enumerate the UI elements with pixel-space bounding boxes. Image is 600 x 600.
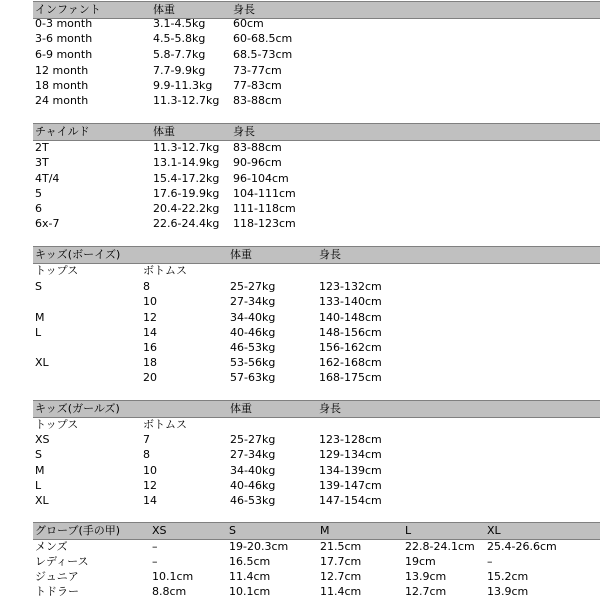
size-cell: 24 month (35, 94, 89, 107)
glove-xl-cell: 13.9cm (487, 585, 529, 598)
weight-cell: 57-63kg (230, 371, 276, 384)
glove-m-cell: 11.4cm (320, 585, 362, 598)
height-cell: 104-111cm (233, 187, 296, 200)
weight-cell: 9.9-11.3kg (153, 79, 213, 92)
bottoms-size-cell: 12 (143, 479, 157, 492)
size-cell: 0-3 month (35, 17, 93, 30)
bottoms-size-cell: 10 (143, 295, 157, 308)
table-row (33, 539, 600, 554)
glove-category-cell: ジュニア (35, 570, 79, 583)
height-cell: 148-156cm (319, 326, 382, 339)
height-cell: 96-104cm (233, 172, 289, 185)
table-row (33, 370, 600, 385)
tops-label: トップス (35, 264, 79, 277)
table-row (33, 63, 600, 78)
infant-header-weight: 体重 (153, 3, 175, 16)
child-header-height: 身長 (233, 125, 255, 138)
tops-size-cell: L (35, 326, 42, 339)
height-cell: 133-140cm (319, 295, 382, 308)
subheader-row (33, 263, 600, 278)
weight-cell: 40-46kg (230, 479, 276, 492)
gloves-header-m: M (320, 524, 330, 537)
glove-category-cell: レディース (35, 555, 89, 568)
size-cell: 6-9 month (35, 48, 93, 61)
weight-cell: 11.3-12.7kg (153, 141, 220, 154)
table-row (33, 171, 600, 186)
bottoms-size-cell: 8 (143, 448, 150, 461)
child-header-bar (33, 123, 600, 141)
table-row (33, 186, 600, 201)
height-cell: 140-148cm (319, 311, 382, 324)
boys-header-category: キッズ(ボーイズ) (35, 248, 121, 261)
bottoms-size-cell: 7 (143, 433, 150, 446)
weight-cell: 46-53kg (230, 494, 276, 507)
glove-xl-cell: 15.2cm (487, 570, 529, 583)
bottoms-size-cell: 16 (143, 341, 157, 354)
weight-cell: 34-40kg (230, 464, 276, 477)
girls-header-bar (33, 400, 600, 418)
glove-xs-cell: – (152, 555, 158, 568)
table-row (33, 569, 600, 584)
height-cell: 83-88cm (233, 94, 282, 107)
weight-cell: 5.8-7.7kg (153, 48, 206, 61)
bottoms-size-cell: 12 (143, 311, 157, 324)
glove-xl-cell: 25.4-26.6cm (487, 540, 557, 553)
weight-cell: 20.4-22.2kg (153, 202, 220, 215)
glove-category-cell: トドラー (35, 585, 79, 598)
boys-header-weight: 体重 (230, 248, 252, 261)
glove-xs-cell: – (152, 540, 158, 553)
tops-size-cell: S (35, 448, 42, 461)
boys-header-height: 身長 (319, 248, 341, 261)
height-cell: 123-132cm (319, 280, 382, 293)
table-row (33, 310, 600, 325)
bottoms-size-cell: 18 (143, 356, 157, 369)
size-cell: 2T (35, 141, 49, 154)
bottoms-size-cell: 10 (143, 464, 157, 477)
girls-header-weight: 体重 (230, 402, 252, 415)
height-cell: 156-162cm (319, 341, 382, 354)
tops-label: トップス (35, 418, 79, 431)
height-cell: 134-139cm (319, 464, 382, 477)
weight-cell: 17.6-19.9kg (153, 187, 220, 200)
gloves-header-l: L (405, 524, 412, 537)
height-cell: 129-134cm (319, 448, 382, 461)
glove-l-cell: 19cm (405, 555, 436, 568)
weight-cell: 34-40kg (230, 311, 276, 324)
tops-size-cell: XL (35, 356, 49, 369)
height-cell: 73-77cm (233, 64, 282, 77)
girls-header-height: 身長 (319, 402, 341, 415)
table-row (33, 584, 600, 599)
bottoms-size-cell: 20 (143, 371, 157, 384)
table-row (33, 554, 600, 569)
table-row (33, 463, 600, 478)
weight-cell: 13.1-14.9kg (153, 156, 220, 169)
glove-m-cell: 12.7cm (320, 570, 362, 583)
weight-cell: 7.7-9.9kg (153, 64, 206, 77)
table-row (33, 140, 600, 155)
tops-size-cell: S (35, 280, 42, 293)
table-row (33, 155, 600, 170)
table-row (33, 31, 600, 46)
glove-m-cell: 21.5cm (320, 540, 362, 553)
table-row (33, 93, 600, 108)
table-row (33, 78, 600, 93)
table-row (33, 16, 600, 31)
weight-cell: 11.3-12.7kg (153, 94, 220, 107)
gloves-header-bar (33, 522, 600, 540)
tops-size-cell: M (35, 464, 45, 477)
glove-s-cell: 16.5cm (229, 555, 271, 568)
glove-s-cell: 11.4cm (229, 570, 271, 583)
height-cell: 147-154cm (319, 494, 382, 507)
glove-category-cell: メンズ (35, 540, 68, 553)
glove-s-cell: 19-20.3cm (229, 540, 289, 553)
height-cell: 118-123cm (233, 217, 296, 230)
glove-xs-cell: 8.8cm (152, 585, 187, 598)
table-row (33, 432, 600, 447)
height-cell: 90-96cm (233, 156, 282, 169)
boys-header-bar (33, 246, 600, 264)
size-cell: 3-6 month (35, 32, 93, 45)
table-row (33, 279, 600, 294)
gloves-header-s: S (229, 524, 236, 537)
height-cell: 168-175cm (319, 371, 382, 384)
height-cell: 60-68.5cm (233, 32, 293, 45)
size-cell: 4T/4 (35, 172, 60, 185)
size-cell: 18 month (35, 79, 89, 92)
height-cell: 162-168cm (319, 356, 382, 369)
weight-cell: 27-34kg (230, 295, 276, 308)
size-cell: 5 (35, 187, 42, 200)
bottoms-size-cell: 14 (143, 494, 157, 507)
weight-cell: 22.6-24.4kg (153, 217, 220, 230)
height-cell: 83-88cm (233, 141, 282, 154)
weight-cell: 46-53kg (230, 341, 276, 354)
weight-cell: 53-56kg (230, 356, 276, 369)
size-cell: 12 month (35, 64, 89, 77)
glove-l-cell: 13.9cm (405, 570, 447, 583)
table-row (33, 216, 600, 231)
glove-l-cell: 22.8-24.1cm (405, 540, 475, 553)
weight-cell: 4.5-5.8kg (153, 32, 206, 45)
weight-cell: 25-27kg (230, 433, 276, 446)
child-header-category: チャイルド (35, 125, 90, 138)
weight-cell: 15.4-17.2kg (153, 172, 220, 185)
size-cell: 6 (35, 202, 42, 215)
height-cell: 123-128cm (319, 433, 382, 446)
girls-header-category: キッズ(ガールズ) (35, 402, 120, 415)
infant-header-category: インファント (35, 3, 101, 16)
table-row (33, 201, 600, 216)
tops-size-cell: XL (35, 494, 49, 507)
bottoms-size-cell: 14 (143, 326, 157, 339)
bottoms-label: ボトムス (143, 418, 187, 431)
bottoms-size-cell: 8 (143, 280, 150, 293)
tops-size-cell: L (35, 479, 42, 492)
gloves-header-xl: XL (487, 524, 501, 537)
table-row (33, 447, 600, 462)
weight-cell: 25-27kg (230, 280, 276, 293)
weight-cell: 40-46kg (230, 326, 276, 339)
table-row (33, 294, 600, 309)
subheader-row (33, 417, 600, 432)
table-row (33, 47, 600, 62)
weight-cell: 27-34kg (230, 448, 276, 461)
height-cell: 68.5-73cm (233, 48, 293, 61)
table-row (33, 325, 600, 340)
tops-size-cell: XS (35, 433, 50, 446)
glove-xl-cell: – (487, 555, 493, 568)
infant-header-height: 身長 (233, 3, 255, 16)
size-cell: 6x-7 (35, 217, 60, 230)
child-header-weight: 体重 (153, 125, 175, 138)
glove-s-cell: 10.1cm (229, 585, 271, 598)
table-row (33, 355, 600, 370)
table-row (33, 493, 600, 508)
weight-cell: 3.1-4.5kg (153, 17, 206, 30)
size-cell: 3T (35, 156, 49, 169)
tops-size-cell: M (35, 311, 45, 324)
gloves-header-xs: XS (152, 524, 167, 537)
table-row (33, 340, 600, 355)
bottoms-label: ボトムス (143, 264, 187, 277)
gloves-header-category: グローブ(手の甲) (35, 524, 121, 537)
table-row (33, 478, 600, 493)
glove-xs-cell: 10.1cm (152, 570, 194, 583)
height-cell: 77-83cm (233, 79, 282, 92)
height-cell: 111-118cm (233, 202, 296, 215)
height-cell: 60cm (233, 17, 264, 30)
height-cell: 139-147cm (319, 479, 382, 492)
glove-m-cell: 17.7cm (320, 555, 362, 568)
glove-l-cell: 12.7cm (405, 585, 447, 598)
